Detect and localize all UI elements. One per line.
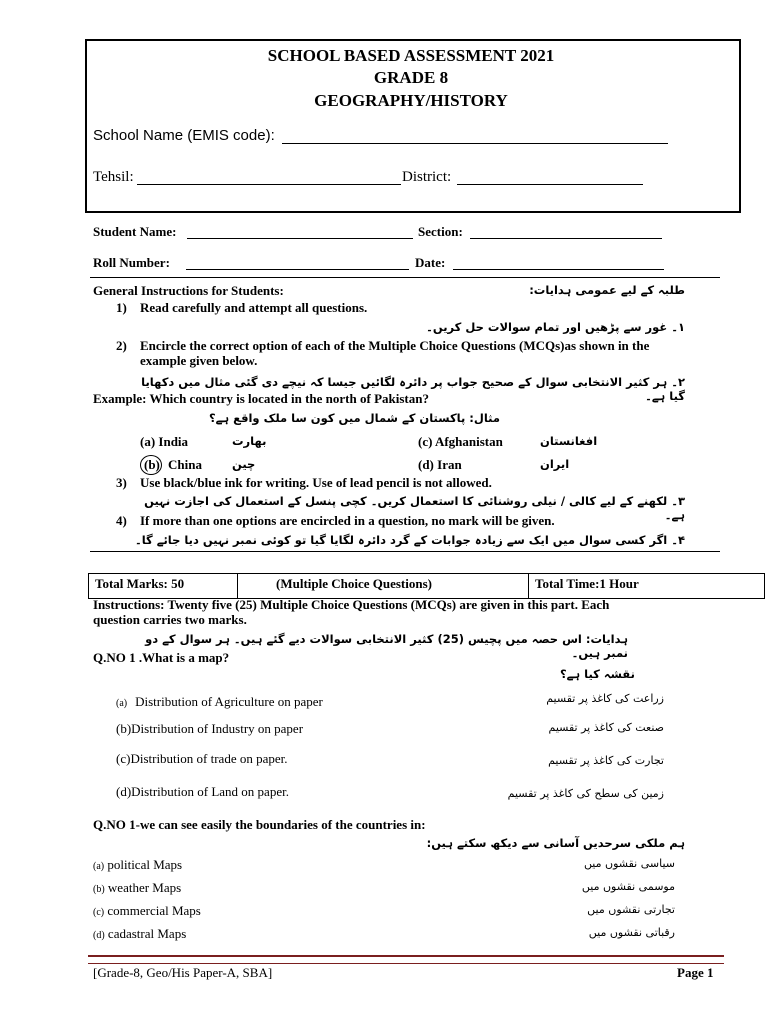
example-option-c: (c) Afghanistan [418, 434, 503, 449]
instruction-1-text: Read carefully and attempt all questions. [140, 300, 368, 315]
section-label: Section: [418, 224, 463, 239]
q2-option-d-urdu: رقباتی نقشوں میں [588, 926, 675, 939]
q1-option-c-label: (c) [116, 751, 131, 766]
q1-option-a-label: (a) [116, 698, 128, 709]
instructions-heading-urdu: طلبہ کے لیے عمومی ہدایات: [529, 283, 685, 297]
q1-option-d-label: (d) [116, 784, 132, 799]
instruction-1 [116, 300, 367, 316]
divider-top [90, 277, 720, 278]
instruction-2-urdu: ۲۔ ہر کثیر الانتخابی سوال کے صحیح جواب پر دائرہ لگائیں جیسا کہ نیچے دی گئی مثال میں دکھایا گیا ہے۔ [141, 375, 685, 403]
q1-option-b-label: (b) [116, 721, 132, 736]
instruction-2-cont: example given below. [140, 353, 258, 368]
student-name-field[interactable] [187, 238, 413, 239]
instruction-4-text: If more than one options are encircled in a question, no mark will be given. [140, 513, 555, 528]
q2-option-a-label: (a) [93, 861, 105, 872]
q2-option-d-label: (d) [93, 930, 105, 941]
q1-option-b[interactable] [116, 721, 303, 737]
instruction-2 [116, 338, 649, 354]
date-field[interactable] [453, 269, 664, 270]
q1-option-d-text: Distribution of Land on paper. [131, 784, 289, 799]
exam-title: SCHOOL BASED ASSESSMENT 2021 [267, 46, 555, 65]
roll-number-label: Roll Number: [93, 255, 170, 270]
q2-option-d-text: cadastral Maps [107, 926, 187, 941]
instruction-3-urdu: ۳۔ لکھنے کے لیے کالی / نیلی روشنائی کا استعمال کریں۔ کچی پنسل کے استعمال کی اجازت نہیں ہے۔ [144, 494, 685, 522]
q2-option-d[interactable] [93, 926, 186, 942]
instruction-4 [116, 513, 555, 529]
part-instructions-urdu: ہدایات: اس حصہ میں پچیس (25) کثیر الانتخابی سوالات دیے گئے ہیں۔ ہر سوال کے دو نمبر ہیں۔ [145, 632, 628, 660]
instruction-3 [116, 475, 492, 491]
tehsil-field[interactable] [137, 184, 401, 185]
tehsil-label: Tehsil: [93, 169, 134, 185]
q2-option-c-text: commercial Maps [107, 903, 201, 918]
school-name-field[interactable] [282, 143, 668, 144]
student-name-label: Student Name: [93, 224, 177, 239]
footer-divider [88, 955, 724, 964]
question-2-urdu: ہم ملکی سرحدیں آسانی سے دیکھ سکتے ہیں: [426, 836, 685, 850]
marks-table [88, 573, 765, 599]
district-field[interactable] [457, 184, 643, 185]
q1-option-c[interactable] [116, 751, 288, 767]
subject-title: GEOGRAPHY/HISTORY [314, 91, 508, 110]
part-instructions-line2: question carries two marks. [93, 612, 247, 627]
q1-option-d-urdu: زمین کی سطح کی کاغذ پر تقسیم [507, 787, 664, 800]
example-option-d-urdu: ایران [540, 457, 570, 471]
section-field[interactable] [470, 238, 662, 239]
school-name-label: School Name (EMIS code): [93, 127, 275, 144]
total-marks-cell: Total Marks: 50 [89, 574, 238, 598]
q2-option-c-label: (c) [93, 907, 105, 918]
example-option-c-urdu: افغانستان [540, 434, 598, 448]
footer-page-number: Page 1 [677, 965, 714, 980]
q2-option-c[interactable] [93, 903, 201, 919]
date-label: Date: [415, 255, 446, 270]
instruction-3-number: 3) [116, 475, 127, 490]
q1-option-b-text: Distribution of Industry on paper [131, 721, 304, 736]
part-instructions-line1: Instructions: Twenty five (25) Multiple Choice Questions (MCQs) are given in this part. Each [93, 597, 610, 612]
q2-option-b-label: (b) [93, 884, 105, 895]
question-2-text: Q.NO 1-we can see easily the boundaries of the countries in: [93, 817, 426, 832]
instruction-1-number: 1) [116, 300, 127, 315]
instruction-2-text: Encircle the correct option of each of the Multiple Choice Questions (MCQs)as shown in the [140, 338, 650, 353]
instructions-heading: General Instructions for Students: [93, 283, 284, 298]
q2-option-a[interactable] [93, 857, 182, 873]
section-type-cell: (Multiple Choice Questions) [238, 574, 529, 598]
q2-option-a-urdu: سیاسی نقشوں میں [583, 857, 675, 870]
question-1-text: Q.NO 1 .What is a map? [93, 650, 230, 665]
q1-option-b-urdu: صنعت کی کاغذ پر تقسیم [548, 721, 664, 734]
instruction-1-urdu: ۱۔ غور سے پڑھیں اور تمام سوالات حل کریں۔ [426, 320, 685, 334]
q1-option-a-urdu: زراعت کی کاغذ پر تقسیم [546, 692, 664, 705]
question-1-urdu: نقشہ کیا ہے؟ [560, 667, 635, 681]
divider-instructions [90, 551, 720, 552]
example-option-d: (d) Iran [418, 457, 462, 472]
example-question: Example: Which country is located in the north of Pakistan? [93, 391, 429, 406]
q1-option-a-text: Distribution of Agriculture on paper [135, 694, 323, 709]
example-question-urdu: مثال: پاکستان کے شمال میں کون سا ملک واقع ہے؟ [208, 411, 500, 425]
example-option-a: (a) India [140, 434, 189, 449]
example-option-b: China [168, 457, 202, 472]
district-label: District: [402, 169, 452, 185]
total-time-cell: Total Time:1 Hour [535, 576, 639, 591]
q2-option-c-urdu: تجارتی نقشوں میں [587, 903, 675, 916]
instruction-4-number: 4) [116, 513, 127, 528]
instruction-2-number: 2) [116, 338, 127, 353]
instruction-4-urdu: ۴۔ اگر کسی سوال میں ایک سے زیادہ جوابات کے گرد دائرہ لگایا گیا تو کوئی نمبر نہیں دیا جائے گا۔ [134, 533, 685, 547]
q1-option-d[interactable] [116, 784, 289, 800]
example-option-a-urdu: بھارت [232, 434, 267, 448]
instruction-3-text: Use black/blue ink for writing. Use of lead pencil is not allowed. [140, 475, 492, 490]
q1-option-a[interactable] [116, 693, 323, 711]
q2-option-a-text: political Maps [107, 857, 183, 872]
grade-title: GRADE 8 [373, 68, 449, 87]
footer-paper-id: [Grade-8, Geo/His Paper-A, SBA] [93, 965, 273, 980]
q1-option-c-text: Distribution of trade on paper. [130, 751, 288, 766]
q2-option-b-text: weather Maps [107, 880, 182, 895]
roll-number-field[interactable] [186, 269, 409, 270]
q1-option-c-urdu: تجارت کی کاغذ پر تقسیم [548, 754, 664, 767]
q2-option-b-urdu: موسمی نقشوں میں [581, 880, 675, 893]
q2-option-b[interactable] [93, 880, 181, 896]
example-option-b-letter: (b) [144, 457, 160, 472]
example-option-b-urdu: چین [232, 457, 256, 471]
